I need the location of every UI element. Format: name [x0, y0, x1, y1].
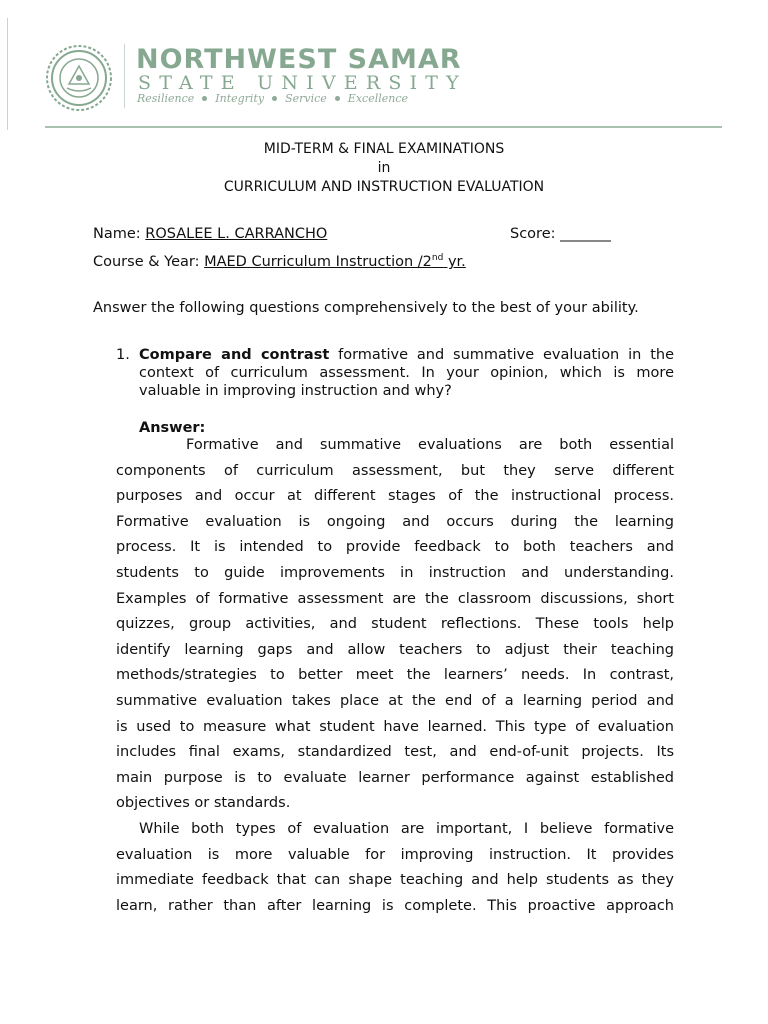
header-rule	[45, 126, 722, 128]
name-label: Name:	[93, 226, 146, 242]
answer-line: students to guide improvements in instruction and understanding.	[116, 564, 674, 581]
answer-line: summative evaluation takes place at the end of a learning period and	[116, 692, 674, 709]
answer-line: purposes and occur at different stages of the instructional process.	[116, 488, 674, 505]
answer-label: Answer:	[139, 420, 206, 436]
bullet-icon	[335, 96, 340, 101]
score-label: Score:	[510, 226, 561, 242]
question-text	[139, 346, 674, 400]
instructions: Answer the following questions comprehensively to the best of your ability.	[93, 300, 639, 316]
page-edge-line	[7, 18, 8, 130]
answer-line: methods/strategies to better meet the learners’ needs. In contrast,	[116, 667, 674, 684]
answer-line: immediate feedback that can shape teaching and help students as they	[116, 872, 674, 889]
answer-line: main purpose is to evaluate learner performance against established	[116, 769, 674, 786]
answer-line: quizzes, group activities, and student reflections. These tools help	[116, 616, 674, 633]
university-seal-icon	[45, 44, 113, 112]
answer-line: includes final exams, standardized test, and end-of-unit projects. Its	[116, 744, 674, 761]
answer-line: learn, rather than after learning is complete. This proactive approach	[116, 897, 674, 914]
university-motto	[137, 92, 408, 106]
exam-subject: CURRICULUM AND INSTRUCTION EVALUATION	[223, 179, 545, 195]
course-label: Course & Year:	[93, 254, 205, 270]
student-name: ROSALEE L. CARRANCHO	[145, 226, 328, 242]
course-value	[204, 254, 466, 270]
question-body: formative and summative evaluation in the context of curriculum assessment. In your opinion, which is more valuable in improving instruction and why?	[139, 347, 674, 399]
answer-line: process. It is intended to provide feedback to both teachers and	[116, 539, 674, 556]
answer-line: objectives or standards.	[116, 795, 291, 812]
score-line	[510, 225, 611, 244]
motto-word: Excellence	[347, 92, 409, 105]
answer-line: is used to measure what student have learned. This type of evaluation	[116, 718, 674, 735]
university-name: NORTHWEST SAMAR	[136, 44, 462, 75]
bullet-icon	[202, 96, 207, 101]
course-value-suffix: yr.	[443, 254, 466, 270]
motto-word: Resilience	[137, 92, 195, 105]
bullet-icon	[272, 96, 277, 101]
answer-line: Formative evaluation is ongoing and occurs during the learning	[116, 513, 674, 530]
answer-line: evaluation is more valuable for improving instruction. It provides	[116, 846, 674, 863]
course-value-superscript: nd	[431, 253, 444, 264]
answer-line: While both types of evaluation are important, I believe formative	[139, 820, 674, 837]
course-value-text: MAED Curriculum Instruction /2	[204, 254, 432, 270]
university-subtitle: STATE UNIVERSITY	[138, 72, 467, 94]
student-name-line	[93, 225, 327, 244]
answer-line: identify learning gaps and allow teachers to adjust their teaching	[116, 641, 674, 658]
question-emphasis: Compare and contrast	[139, 347, 330, 363]
course-year-line	[93, 253, 466, 272]
answer-line: Examples of formative assessment are the classroom discussions, short	[116, 590, 674, 607]
header-divider	[124, 44, 125, 108]
score-blank: _______	[560, 226, 611, 242]
question-number: 1.	[116, 347, 130, 363]
motto-word: Integrity	[215, 92, 265, 105]
exam-title: MID-TERM & FINAL EXAMINATIONS	[263, 141, 505, 157]
answer-line: Formative and summative evaluations are both essential	[186, 437, 674, 453]
motto-word: Service	[285, 92, 327, 105]
answer-line: components of curriculum assessment, but they serve different	[116, 462, 674, 479]
exam-title-connector: in	[377, 160, 391, 176]
answer-body	[116, 433, 674, 919]
